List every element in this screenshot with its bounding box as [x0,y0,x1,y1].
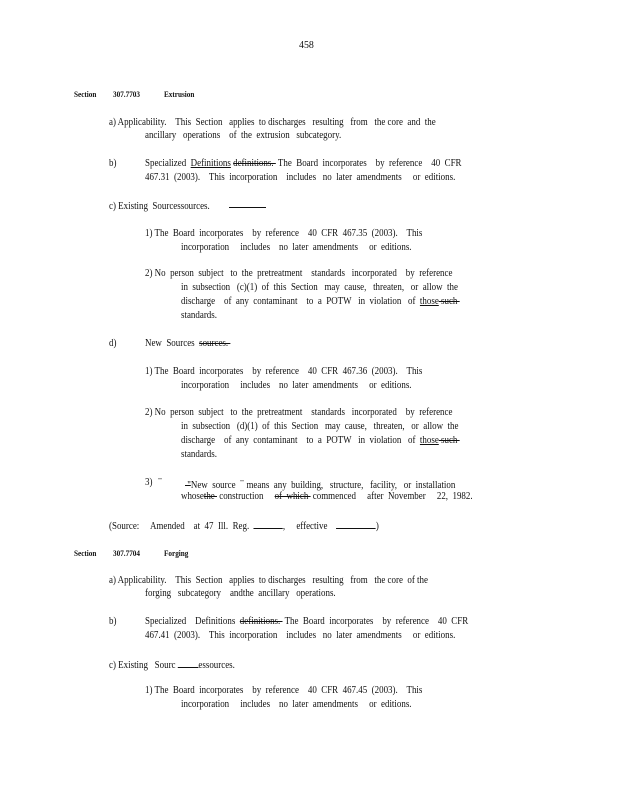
d2-line4: standards. [181,449,217,460]
text-run: means any building, structure, facility, or installation [244,480,456,491]
text-run: New source [190,480,241,491]
deleted-text: of which [274,491,311,502]
deleted-text: sources. [199,338,231,349]
strike-rule [229,207,266,208]
c2-line1: 2) No person subject to the pretreatment standards incorporated by reference [145,268,453,279]
deleted-text: definitions. [233,158,276,169]
inserted-text: Definitions [190,158,231,169]
page-number: 458 [299,39,314,51]
section-number: 307.7704 [113,549,141,558]
deleted-text: the [203,491,217,502]
d2-line3 [181,435,460,447]
section-title: Extrusion [164,90,195,99]
text-run: construction [216,491,275,502]
subsection-d-heading [145,338,230,350]
subsection-b-line1 [145,616,468,628]
deleted-text: such [438,435,460,446]
d3-number: 3) [145,477,153,488]
text-run: (Source: Amended at 47 Ill. Reg. [109,521,254,532]
quote-mark: "" [158,478,163,484]
text-run: The Board incorporates by reference 40 CFR [275,158,462,169]
c1-line2: incorporation includes no later amendments or editions. [181,242,412,253]
d3-line1 [185,477,455,492]
inserted-text: those [419,435,439,446]
text-run: essources. [198,660,235,671]
text-run: The Board incorporates by reference 40 CFR [282,616,469,627]
subsection-a-line1: a) Applicability. This Section applies to discharges resulting from the core of the [109,575,428,586]
section-title: Forging [164,549,189,558]
d2-line1: 2) No person subject to the pretreatment standards incorporated by reference [145,407,453,418]
text-run: discharge of any contaminant to a POTW in violation of [181,435,420,446]
subsection-b-label: b) [109,616,117,627]
text-run: New Sources [145,338,200,349]
subsection-b-line1 [145,158,462,170]
deleted-text: such [438,296,460,307]
inserted-text: those [419,296,439,307]
d1-line2: incorporation includes no later amendments or editions. [181,380,412,391]
c1-line2: incorporation includes no later amendments or editions. [181,699,412,710]
text-run: Specialized Definitions [145,616,240,627]
subsection-c-heading [109,658,235,672]
subsection-b-label: b) [109,158,117,169]
d1-line1: 1) The Board incorporates by reference 40 CFR 467.36 (2003). This [145,366,423,377]
section-label: Section [74,90,97,99]
subsection-a-line1: a) Applicability. This Section applies to discharges resulting from the core and the [109,117,436,128]
c2-line3 [181,296,460,308]
c2-line4: standards. [181,310,217,321]
source-note [109,519,379,533]
text-run: ) [375,521,379,532]
c1-line1: 1) The Board incorporates by reference 40 CFR 467.35 (2003). This [145,228,423,239]
subsection-d-label: d) [109,338,117,349]
c1-line1: 1) The Board incorporates by reference 40 CFR 467.45 (2003). This [145,685,423,696]
text-run: c) Existing Sourc [109,660,178,671]
subsection-c-heading: c) Existing Sourcessources. [109,201,210,212]
subsection-a-line2: ancillary operations of the extrusion subcategory. [145,130,342,141]
text-run: commenced after November 22, 1982. [310,491,473,502]
quote-mark: "" [240,480,245,486]
blank-line [336,519,376,529]
subsection-b-line2: 467.31 (2003). This incorporation includes no later amendments or editions. [145,172,456,183]
text-run: Specialized [145,158,191,169]
section-number: 307.7703 [113,90,141,99]
deleted-text: definitions. [239,616,283,627]
subsection-b-line2: 467.41 (2003). This incorporation includes no later amendments or editions. [145,630,456,641]
text-run: discharge of any contaminant to a POTW in violation of [181,296,420,307]
deleted-text: " [185,480,191,491]
subsection-a-line2: forging subcategory andthe ancillary operations. [145,588,336,599]
d2-line2: in subsection (d)(1) of this Section may cause, threaten, or allow the [181,421,459,432]
text-run: whose [181,491,204,502]
text-run: , effective [282,521,337,532]
blank-line [178,658,199,668]
section-label: Section [74,549,97,558]
blank-line [254,519,283,529]
c2-line2: in subsection (c)(1) of this Section may cause, threaten, or allow the [181,282,458,293]
d3-line2 [181,491,473,503]
